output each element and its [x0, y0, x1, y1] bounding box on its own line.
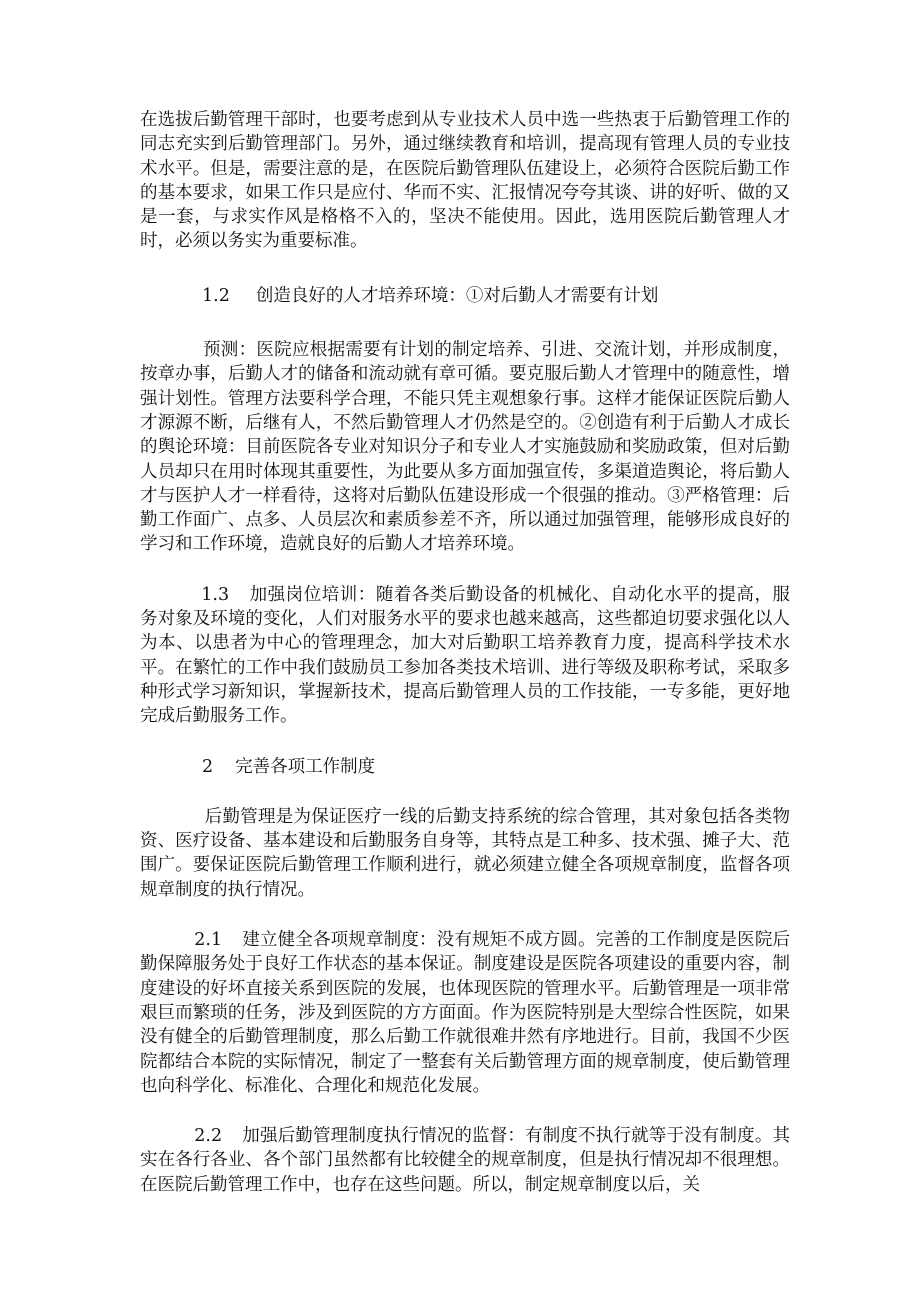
paragraph-talent-environment: 预测：医院应根据需要有计划的制定培养、引进、交流计划，并形成制度，按章办事，后勤人才的储备和流动就有章可循。要克服后勤人才管理中的随意性，增强计划性。管理方法要科学合理，不能只凭主观想象行事。这样才能保证医院后勤人才源源不断，后继有人，不然后勤管理人才仍然是空的。②创造有利于后勤人才成长的舆论环境：目前医院各专业对知识分子和专业人才实施鼓励和奖励政策，但对后勤人员却只在用时体现其重要性，为此要从多方面加强宣传，多渠道造舆论，将后勤人才与医护人才一样看待，这将对后勤队伍建设形成一个很强的推动。③严格管理：后勤工作面广、点多、人员层次和素质参差不齐，所以通过加强管理，能够形成良好的学习和工作环境，造就良好的后勤人才培养环境。: [140, 340, 790, 555]
paragraph-gap: [140, 1098, 790, 1124]
section-body-text: 加强后勤管理制度执行情况的监督：有制度不执行就等于没有制度。其实在各行各业、各个部门虽然都有比较健全的规章制度，但是执行情况却不很理想。在医院后勤管理工作中，也存在这些问题。所以，制定规章制度以后，关: [140, 1126, 790, 1195]
section-number: 2.2: [194, 1126, 223, 1147]
paragraph-gap: [140, 308, 790, 338]
paragraph-gap: [140, 729, 790, 755]
section-2-2-paragraph: [140, 1124, 790, 1197]
section-heading-1-2: [140, 284, 790, 308]
paragraph-gap: [140, 254, 790, 284]
paragraph-logistics-management: 后勤管理是为保证医疗一线的后勤支持系统的综合管理，其对象包括各类物资、医疗设备、基本建设和后勤服务自身等，其特点是工种多、技术强、摊子大、范围广。要保证医院后勤管理工作顺利进行，就必须建立健全各项规章制度，监督各项规章制度的执行情况。: [140, 806, 790, 900]
section-body-text: 加强岗位培训：随着各类后勤设备的机械化、自动化水平的提高，服务对象及环境的变化，人们对服务水平的要求也越来越高，这些都迫切要求强化以人为本、以患者为中心的管理理念，加大对后勤职工培养教育力度，提高科学技术水平。在繁忙的工作中我们鼓励员工参加各类技术培训、进行等级及职称考试，采取多种形式学习新知识，掌握新技术，提高后勤管理人员的工作技能，一专多能，更好地完成后勤服务工作。: [140, 584, 790, 727]
section-1-3-paragraph: [140, 583, 790, 729]
paragraph-cadre-selection: 在选拔后勤管理干部时，也要考虑到从专业技术人员中选一些热衷于后勤管理工作的同志充实到后勤管理部门。另外，通过继续教育和培训，提高现有管理人员的专业技术水平。但是，需要注意的是，在医院后勤管理队伍建设上，必须符合医院后勤工作的基本要求，如果工作只是应付、华而不实、汇报情况夸夸其谈、讲的好听、做的又是一套，与求实作风是格格不入的，坚决不能使用。因此，选用医院后勤管理人才时，必须以务实为重要标准。: [140, 110, 790, 252]
section-number: 2: [202, 756, 214, 777]
section-heading-text: 完善各项工作制度: [235, 756, 376, 777]
section-number: 1.3: [201, 584, 230, 605]
section-2-1-paragraph: [140, 928, 790, 1098]
section-heading-2: [140, 755, 790, 779]
section-number: 1.2: [202, 285, 230, 306]
section-body-text: 建立健全各项规章制度：没有规矩不成方圆。完善的工作制度是医院后勤保障服务处于良好工作状态的基本保证。制度建设是医院各项建设的重要内容，制度建设的好坏直接关系到医院的发展，也体现医院的管理水平。后勤管理是一项非常艰巨而繁琐的任务，涉及到医院的方方面面。作为医院特别是大型综合性医院，如果没有健全的后勤管理制度，那么后勤工作就很难井然有序地进行。目前，我国不少医院都结合本院的实际情况，制定了一整套有关后勤管理方面的规章制度，使后勤管理也向科学化、标准化、合理化和规范化发展。: [140, 930, 790, 1096]
section-number: 2.1: [194, 930, 223, 951]
paragraph-gap: [140, 557, 790, 583]
paragraph-gap: [140, 902, 790, 928]
section-heading-text: 创造良好的人才培养环境：①对后勤人才需要有计划: [255, 285, 659, 306]
paragraph-gap: [140, 779, 790, 805]
document-page: [140, 108, 790, 1197]
